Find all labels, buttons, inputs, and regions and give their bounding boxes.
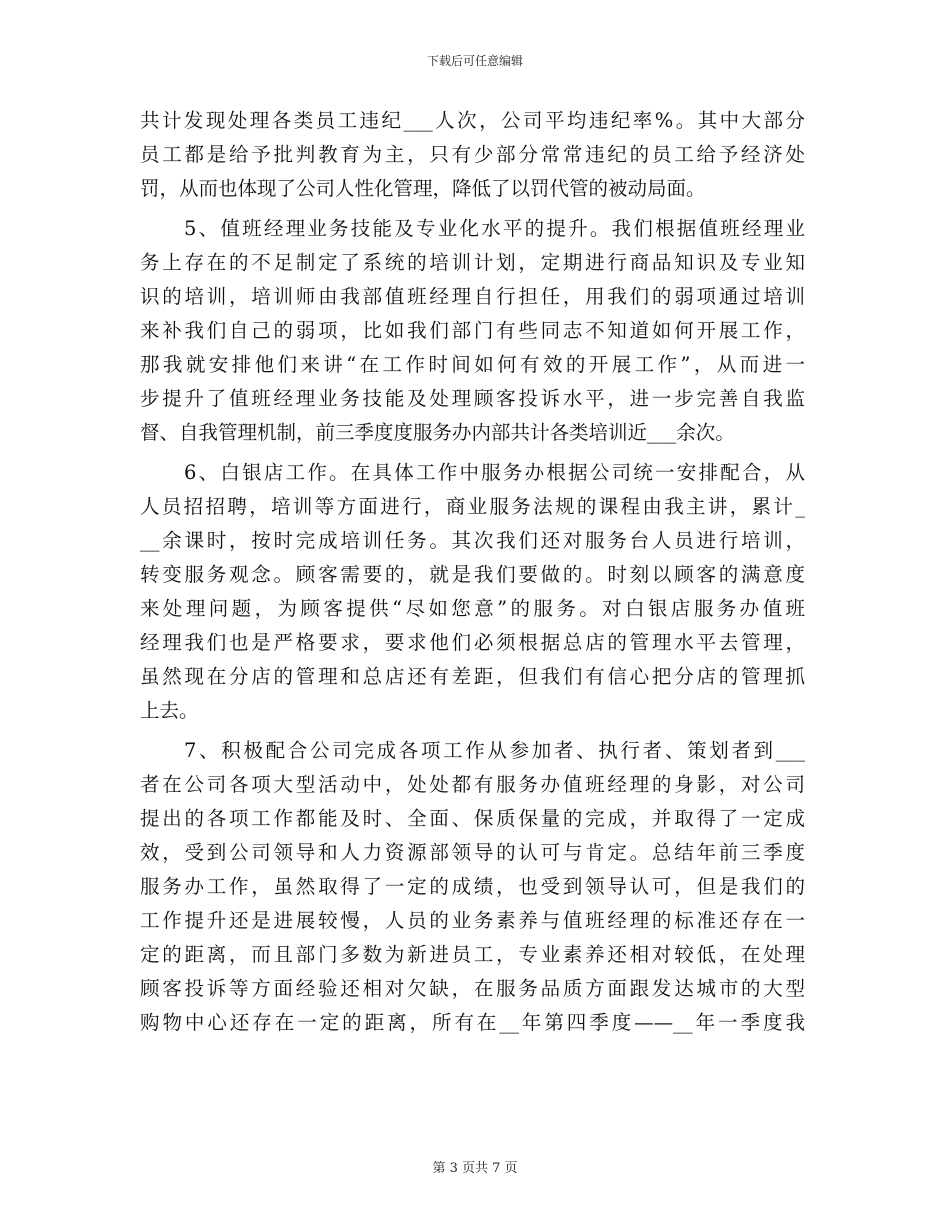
text-line: 识的培训，培训师由我部值班经理自行担任，用我们的弱项通过培训 [140, 285, 805, 308]
text-line: 5、值班经理业务技能及专业化水平的提升。我们根据值班经理业 [184, 217, 805, 240]
text-line: 那我就安排他们来讲“在工作时间如何有效的开展工作”，从而进一 [140, 353, 805, 376]
text-line: 提出的各项工作都能及时、全面、保质保量的完成，并取得了一定成 [140, 807, 805, 830]
text-line: 罚，从而也体现了公司人性化管理，降低了以罚代管的被动局面。 [140, 177, 706, 200]
text-line: 上去。 [140, 699, 199, 722]
text-line: 工作提升还是进展较慢，人员的业务素养与值班经理的标准还存在一 [140, 909, 805, 932]
text-line: 效，受到公司领导和人力资源部领导的认可与肯定。总结年前三季度 [140, 841, 805, 864]
text-line: 7、积极配合公司完成各项工作从参加者、执行者、策划者到___ [184, 739, 805, 762]
text-line: 顾客投诉等方面经验还相对欠缺，在服务品质方面跟发达城市的大型 [140, 977, 805, 1000]
text-line: 购物中心还存在一定的距离，所有在__年第四季度——__年一季度我 [140, 1011, 805, 1034]
paragraph [140, 456, 805, 728]
paragraph [140, 212, 805, 450]
text-line: 6、白银店工作。在具体工作中服务办根据公司统一安排配合，从 [184, 461, 805, 484]
text-line: 务上存在的不足制定了系统的培训计划，定期进行商品知识及专业知 [140, 251, 805, 274]
paragraph [140, 104, 805, 206]
text-line: __余课时，按时完成培训任务。其次我们还对服务台人员进行培训， [140, 529, 805, 552]
text-line: 者在公司各项大型活动中，处处都有服务办值班经理的身影，对公司 [140, 773, 805, 796]
text-line: 经理我们也是严格要求，要求他们必须根据总店的管理水平去管理， [140, 631, 805, 654]
page-header: 下载后可任意编辑 [426, 54, 523, 68]
text-line: 虽然现在分店的管理和总店还有差距，但我们有信心把分店的管理抓 [140, 665, 805, 688]
text-line: 步提升了值班经理业务技能及处理顾客投诉水平，进一步完善自我监 [140, 387, 805, 410]
text-line: 共计发现处理各类员工违纪___人次，公司平均违纪率%。其中大部分 [140, 109, 805, 132]
text-line: 员工都是给予批判教育为主，只有少部分常常违纪的员工给予经济处 [140, 143, 805, 166]
text-line: 督、自我管理机制，前三季度度服务办内部共计各类培训近___余次。 [140, 421, 735, 444]
text-line: 人员招招聘，培训等方面进行，商业服务法规的课程由我主讲，累计_ [140, 495, 805, 518]
text-line: 转变服务观念。顾客需要的，就是我们要做的。时刻以顾客的满意度 [140, 563, 805, 586]
text-line: 来补我们自己的弱项，比如我们部门有些同志不知道如何开展工作， [140, 319, 805, 342]
text-line: 定的距离，而且部门多数为新进员工，专业素养还相对较低，在处理 [140, 943, 805, 966]
text-line: 服务办工作，虽然取得了一定的成绩，也受到领导认可，但是我们的 [140, 875, 805, 898]
page-number: 第 3 页共 7 页 [432, 1161, 518, 1176]
text-line: 来处理问题，为顾客提供“尽如您意”的服务。对白银店服务办值班 [140, 597, 805, 620]
paragraph [140, 734, 805, 1040]
document-body [140, 104, 805, 1040]
